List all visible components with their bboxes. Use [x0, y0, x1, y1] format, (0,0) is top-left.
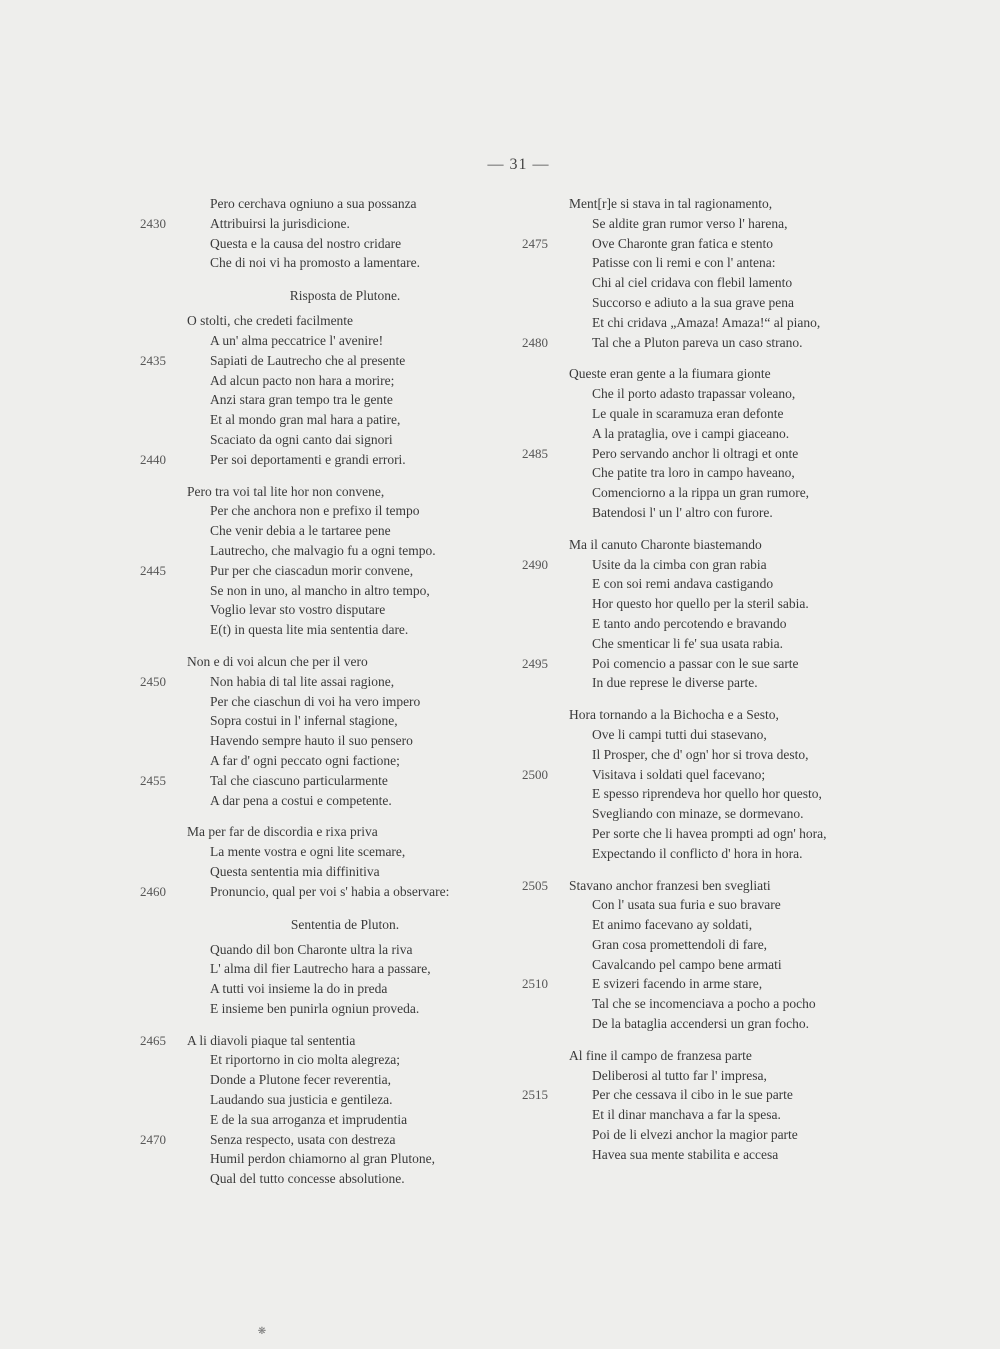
- verse-text: Che di noi vi ha promosto a lamentare.: [210, 255, 420, 271]
- verse-text: E svizeri facendo in arme stare,: [592, 976, 763, 992]
- verse-line: [522, 974, 902, 994]
- verse-line: [522, 535, 902, 555]
- verse-text: A tutti voi insieme la do in preda: [210, 981, 388, 997]
- line-number: 2450: [140, 673, 166, 689]
- stanza: [522, 876, 902, 1034]
- verse-text: Se aldite gran rumor verso l' harena,: [592, 215, 788, 231]
- verse-text: Hor questo hor quello per la steril sabia.: [592, 596, 809, 612]
- stanza: [140, 1031, 520, 1189]
- stanza: [140, 822, 520, 901]
- verse-line: [522, 555, 902, 575]
- verse-text: Per che cessava il cibo in le sue parte: [592, 1087, 793, 1103]
- verse-line: [140, 311, 520, 331]
- verse-line: [140, 234, 520, 254]
- verse-text: Et animo facevano ay soldati,: [592, 917, 753, 933]
- verse-text: Che smenticar li fe' sua usata rabia.: [592, 635, 783, 651]
- left-column: [140, 194, 520, 1201]
- verse-text: Humil perdon chiamorno al gran Plutone,: [210, 1151, 435, 1167]
- verse-text: Per che ciaschun di voi ha vero impero: [210, 693, 421, 709]
- verse-line: [522, 614, 902, 634]
- verse-line: [140, 652, 520, 672]
- line-number: 2440: [140, 451, 166, 467]
- verse-line: [522, 313, 902, 333]
- verse-line: [140, 1110, 520, 1130]
- stanza: [522, 194, 902, 352]
- verse-line: [522, 765, 902, 785]
- line-number: 2500: [522, 766, 548, 782]
- stanza: [522, 535, 902, 693]
- verse-line: [522, 1145, 902, 1165]
- verse-text: E de la sua arroganza et imprudentia: [210, 1111, 408, 1127]
- verse-line: [522, 705, 902, 725]
- verse-line: [522, 194, 902, 214]
- verse-line: [522, 234, 902, 254]
- verse-line: [522, 804, 902, 824]
- verse-text: Attribuirsi la jurisdicione.: [210, 215, 350, 231]
- verse-text: Qual del tutto concesse absolutione.: [210, 1171, 405, 1187]
- verse-text: Lautrecho, che malvagio fu a ogni tempo.: [210, 542, 436, 558]
- verse-text: Donde a Plutone fecer reverentia,: [210, 1072, 392, 1088]
- verse-text: In due represe le diverse parte.: [592, 675, 758, 691]
- verse-text: Havea sua mente stabilita e accesa: [592, 1146, 779, 1162]
- verse-text: Che il porto adasto trapassar voleano,: [592, 386, 796, 402]
- verse-line: [522, 424, 902, 444]
- verse-line: [140, 940, 520, 960]
- verse-line: [522, 333, 902, 353]
- verse-line: [140, 692, 520, 712]
- stanza: [140, 194, 520, 273]
- verse-text: Al fine il campo de franzesa parte: [569, 1047, 752, 1063]
- verse-line: [522, 824, 902, 844]
- verse-text: L' alma dil fier Lautrecho hara a passare,: [210, 961, 431, 977]
- verse-line: [140, 194, 520, 214]
- right-column: [522, 194, 902, 1177]
- verse-text: A la prataglia, ove i campi giaceano.: [592, 425, 790, 441]
- verse-line: [140, 1130, 520, 1150]
- verse-line: [140, 822, 520, 842]
- verse-text: Che venir debia a le tartaree pene: [210, 523, 391, 539]
- verse-text: Poi de li elvezi anchor la magior parte: [592, 1127, 798, 1143]
- verse-line: [140, 371, 520, 391]
- verse-line: [140, 999, 520, 1019]
- verse-line: [140, 979, 520, 999]
- verse-line: [522, 214, 902, 234]
- verse-line: [140, 561, 520, 581]
- verse-line: [140, 1070, 520, 1090]
- verse-line: [522, 725, 902, 745]
- verse-line: [522, 364, 902, 384]
- line-number: 2470: [140, 1131, 166, 1147]
- line-number: 2460: [140, 883, 166, 899]
- verse-line: [140, 711, 520, 731]
- verse-text: Sapiati de Lautrecho che al presente: [210, 352, 406, 368]
- verse-text: Scaciato da ogni canto dai signori: [210, 431, 393, 447]
- verse-text: Quando dil bon Charonte ultra la riva: [210, 941, 413, 957]
- verse-text: Chi al ciel cridava con flebil lamento: [592, 275, 793, 291]
- verse-line: [522, 654, 902, 674]
- verse-text: Visitava i soldati quel facevano;: [592, 766, 766, 782]
- verse-text: Pur per che ciascadun morir convene,: [210, 562, 414, 578]
- verse-text: Stavano anchor franzesi ben svegliati: [569, 877, 771, 893]
- verse-line: [140, 351, 520, 371]
- verse-text: Non habia di tal lite assai ragione,: [210, 673, 395, 689]
- verse-text: A dar pena a costui e competente.: [210, 792, 392, 808]
- verse-text: Gran cosa promettendoli di fare,: [592, 936, 768, 952]
- stanza: [522, 364, 902, 522]
- verse-text: Pero tra voi tal lite hor non convene,: [187, 483, 385, 499]
- verse-line: [522, 935, 902, 955]
- verse-text: E insieme ben punirla ogniun proveda.: [210, 1000, 420, 1016]
- verse-line: [140, 1090, 520, 1110]
- verse-line: [140, 390, 520, 410]
- line-number: 2445: [140, 562, 166, 578]
- verse-text: Ment[r]e si stava in tal ragionamento,: [569, 196, 773, 211]
- verse-line: [140, 862, 520, 882]
- verse-text: E con soi remi andava castigando: [592, 576, 774, 592]
- verse-line: [140, 331, 520, 351]
- verse-text: La mente vostra e ogni lite scemare,: [210, 844, 406, 860]
- ornament-icon: ❋: [257, 1326, 267, 1337]
- verse-line: [522, 784, 902, 804]
- verse-text: Tal che ciascuno particularmente: [210, 772, 388, 788]
- verse-text: Pero cerchava ogniuno a sua possanza: [210, 196, 417, 211]
- line-number: 2465: [140, 1032, 166, 1048]
- verse-text: Queste eran gente a la fiumara gionte: [569, 366, 771, 382]
- line-number: 2475: [522, 235, 548, 251]
- verse-line: [522, 463, 902, 483]
- verse-line: [140, 600, 520, 620]
- verse-line: [140, 253, 520, 273]
- verse-line: [522, 253, 902, 273]
- verse-line: [140, 791, 520, 811]
- verse-text: Voglio levar sto vostro disputare: [210, 602, 386, 618]
- section-heading: Sententia de Pluton.: [290, 916, 400, 932]
- verse-text: De la bataglia accendersi un gran focho.: [592, 1016, 810, 1032]
- verse-line: [140, 214, 520, 234]
- verse-line: [140, 882, 520, 902]
- verse-text: Et al mondo gran mal hara a patire,: [210, 412, 401, 428]
- verse-line: [522, 574, 902, 594]
- verse-line: [522, 955, 902, 975]
- line-number: 2490: [522, 556, 548, 572]
- stanza: [140, 482, 520, 640]
- line-number: 2455: [140, 772, 166, 788]
- verse-line: [140, 501, 520, 521]
- verse-text: Comenciorno a la rippa un gran rumore,: [592, 485, 810, 501]
- verse-line: [140, 842, 520, 862]
- verse-text: Sopra costui in l' infernal stagione,: [210, 713, 398, 729]
- verse-text: Pero servando anchor li oltragi et onte: [592, 445, 799, 461]
- verse-line: [140, 959, 520, 979]
- verse-text: Cavalcando pel campo bene armati: [592, 956, 782, 972]
- verse-text: Le quale in scaramuza eran defonte: [592, 405, 784, 421]
- verse-line: [522, 483, 902, 503]
- verse-line: [522, 404, 902, 424]
- verse-line: [522, 994, 902, 1014]
- verse-line: [522, 273, 902, 293]
- verse-line: [522, 444, 902, 464]
- verse-text: A far d' ogni peccato ogni factione;: [210, 752, 400, 768]
- verse-line: [522, 293, 902, 313]
- verse-text: Hora tornando a la Bichocha e a Sesto,: [569, 707, 779, 723]
- verse-line: [140, 521, 520, 541]
- verse-text: Per sorte che li havea prompti ad ogn' hora,: [592, 825, 827, 841]
- line-number: 2430: [140, 215, 166, 231]
- verse-text: Questa sententia mia diffinitiva: [210, 863, 380, 879]
- verse-text: E spesso riprendeva hor quello hor questo,: [592, 786, 822, 802]
- verse-text: Tal che se incomenciava a pocho a pocho: [592, 996, 816, 1012]
- verse-text: E(t) in questa lite mia sententia dare.: [210, 622, 409, 638]
- verse-line: [522, 844, 902, 864]
- verse-text: Tal che a Pluton pareva un caso strano.: [592, 334, 803, 350]
- verse-text: Poi comencio a passar con le sue sarte: [592, 655, 799, 671]
- verse-text: Ove li campi tutti dui stasevano,: [592, 726, 767, 742]
- verse-line: [140, 771, 520, 791]
- verse-text: Patisse con li remi e con l' antena:: [592, 255, 776, 271]
- verse-line: [140, 450, 520, 470]
- verse-text: Anzi stara gran tempo tra le gente: [210, 392, 393, 408]
- verse-text: Senza respecto, usata con destreza: [210, 1131, 396, 1147]
- verse-text: Usite da la cimba con gran rabia: [592, 556, 767, 572]
- verse-line: [140, 410, 520, 430]
- line-number: 2505: [522, 877, 548, 893]
- verse-line: [140, 1050, 520, 1070]
- verse-text: Con l' usata sua furia e suo bravare: [592, 897, 781, 913]
- verse-text: Et il dinar manchava a far la spesa.: [592, 1107, 781, 1123]
- verse-text: Per soi deportamenti e grandi errori.: [210, 451, 406, 467]
- section-heading: Risposta de Plutone.: [289, 288, 401, 304]
- verse-line: [140, 1149, 520, 1169]
- verse-line: [522, 876, 902, 896]
- verse-text: Pronuncio, qual per voi s' habia a observare:: [210, 883, 450, 899]
- line-number: 2510: [522, 976, 548, 992]
- verse-text: Se non in uno, al mancho in altro tempo,: [210, 582, 430, 598]
- line-number: 2485: [522, 445, 548, 461]
- verse-line: [140, 541, 520, 561]
- verse-text: Il Prosper, che d' ogn' hor si trova desto,: [592, 746, 809, 762]
- verse-text: Havendo sempre hauto il suo pensero: [210, 733, 413, 749]
- verse-line: [522, 745, 902, 765]
- verse-text: Laudando sua justicia e gentileza.: [210, 1092, 393, 1108]
- line-number: 2480: [522, 334, 548, 350]
- verse-text: Expectando il conflicto d' hora in hora.: [592, 845, 803, 861]
- verse-text: O stolti, che credeti facilmente: [187, 313, 354, 329]
- verse-line: [522, 1046, 902, 1066]
- verse-line: [522, 594, 902, 614]
- verse-text: A un' alma peccatrice l' avenire!: [210, 332, 384, 348]
- verse-text: Non e di voi alcun che per il vero: [187, 653, 368, 669]
- stanza: [522, 1046, 902, 1165]
- stanza: [140, 311, 520, 469]
- verse-line: [522, 503, 902, 523]
- line-number: 2515: [522, 1087, 548, 1103]
- verse-line: [140, 1169, 520, 1189]
- verse-text: Ma per far de discordia e rixa priva: [187, 824, 378, 840]
- verse-text: Et chi cridava „Amaza! Amaza!“ al piano,: [592, 314, 821, 330]
- verse-text: Et riportorno in cio molta alegreza;: [210, 1052, 401, 1068]
- verse-text: Batendosi l' un l' altro con furore.: [592, 504, 773, 520]
- verse-text: Deliberosi al tutto far l' impresa,: [592, 1067, 767, 1083]
- verse-text: Ma il canuto Charonte biastemando: [569, 536, 762, 552]
- verse-text: Questa e la causa del nostro cridare: [210, 235, 402, 251]
- verse-text: Per che anchora non e prefixo il tempo: [210, 503, 420, 519]
- verse-line: [522, 384, 902, 404]
- verse-line: [140, 482, 520, 502]
- verse-line: [522, 1066, 902, 1086]
- verse-line: [522, 1105, 902, 1125]
- verse-text: Succorso e adiuto a la sua grave pena: [592, 294, 795, 310]
- verse-line: [140, 430, 520, 450]
- line-number: 2495: [522, 655, 548, 671]
- verse-text: Svegliando con minaze, se dormevano.: [592, 806, 804, 822]
- line-number: 2435: [140, 352, 166, 368]
- verse-text: E tanto ando percotendo e bravando: [592, 615, 787, 631]
- stanza: [140, 940, 520, 1019]
- verse-line: [522, 1014, 902, 1034]
- verse-line: [140, 672, 520, 692]
- verse-text: Ad alcun pacto non hara a morire;: [210, 372, 395, 388]
- verse-text: Ove Charonte gran fatica e stento: [592, 235, 774, 251]
- verse-line: [140, 751, 520, 771]
- stanza: [522, 705, 902, 863]
- verse-line: [522, 915, 902, 935]
- verse-line: [522, 1125, 902, 1145]
- verse-line: [140, 581, 520, 601]
- verse-line: [522, 1085, 902, 1105]
- verse-text: Che patite tra loro in campo haveano,: [592, 465, 795, 481]
- verse-line: [522, 673, 902, 693]
- verse-line: [140, 620, 520, 640]
- stanza: [140, 652, 520, 810]
- verse-line: [140, 1031, 520, 1051]
- verse-line: [522, 895, 902, 915]
- verse-text: A li diavoli piaque tal sententia: [187, 1032, 356, 1048]
- verse-line: [140, 731, 520, 751]
- page-number: — 31 —: [487, 156, 550, 173]
- verse-line: [522, 634, 902, 654]
